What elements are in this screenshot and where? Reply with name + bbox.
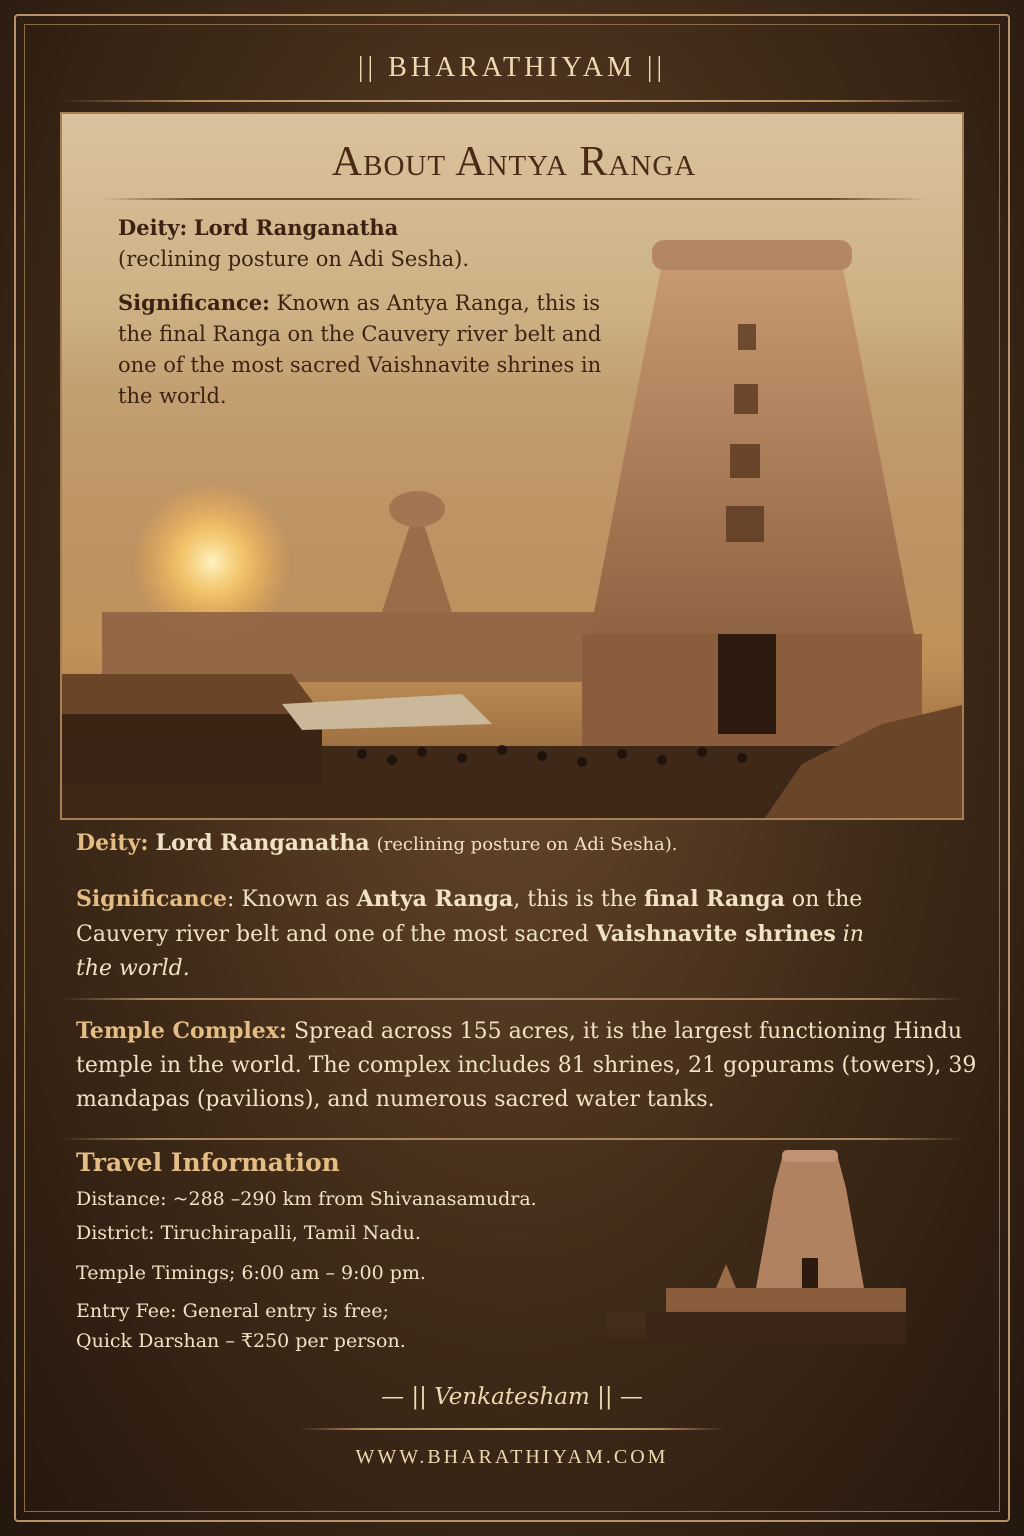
section-divider-2: [60, 1138, 964, 1140]
footer-divider: [300, 1428, 724, 1430]
travel-district: District: Tiruchirapalli, Tamil Nadu.: [76, 1222, 421, 1244]
card-significance-text: Known as Antya Ranga, this is the final Ranga on the Cauvery river belt and one of the most sacred Vaishnavite shrines in the world.: [118, 291, 602, 408]
travel-distance: Distance: ~288 –290 km from Shivanasamudra.: [76, 1188, 537, 1210]
travel-fee-line-2: Quick Darshan – ₹250 per person.: [76, 1330, 406, 1352]
temple-complex-paragraph: [76, 1014, 992, 1117]
card-heading: About Antya Ranga: [331, 139, 697, 185]
deity-value: Lord Ranganatha: [155, 830, 370, 856]
brand-divider: [60, 100, 964, 102]
travel-fee-line-1: Entry Fee: General entry is free;: [76, 1300, 389, 1322]
complex-text: Spread across 155 acres, it is the largest functioning Hindu temple in the world. The complex includes 81 shrines, 21 gopurams (towers), 39 mandapas (pavilions), and numerous sacred water tanks.: [76, 1019, 977, 1112]
significance-text-2: , this is the: [513, 887, 644, 912]
travel-timings: Temple Timings; 6:00 am – 9:00 pm.: [76, 1262, 426, 1284]
deity-line: [76, 826, 976, 862]
website-url[interactable]: WWW.BHARATHIYAM.COM: [355, 1446, 669, 1468]
card-intro: [118, 212, 618, 424]
signature-line: — || Venkatesham || —: [381, 1384, 643, 1410]
significance-paragraph: [76, 882, 896, 986]
card-deity-label: Deity:: [118, 215, 188, 240]
temple-thumbnail-illustration: [606, 1148, 906, 1344]
significance-bold-1: Antya Ranga: [356, 886, 514, 912]
complex-label: Temple Complex:: [76, 1018, 287, 1044]
brand-title: || BHARATHIYAM ||: [357, 52, 667, 83]
card-deity-posture: (reclining posture on Adi Sesha).: [118, 247, 470, 271]
significance-text-4: in the world.: [76, 922, 864, 981]
gopuram-tower-icon: [582, 240, 922, 754]
significance-bold-3: Vaishnavite shrines: [595, 921, 836, 947]
hero-card: [60, 112, 964, 820]
significance-text-3: on the Cauvery river belt and one of the most sacred: [76, 887, 863, 947]
significance-label: Significance: [76, 886, 228, 912]
card-significance-label: Significance:: [118, 290, 270, 315]
significance-text-1: : Known as: [227, 887, 357, 912]
card-deity-value: Lord Ranganatha: [193, 215, 399, 240]
travel-title: Travel Information: [76, 1148, 340, 1177]
deity-posture: (reclining posture on Adi Sesha).: [376, 834, 678, 855]
heading-divider: [102, 198, 926, 200]
section-divider-1: [60, 998, 964, 1000]
deity-label: Deity:: [76, 830, 149, 856]
significance-bold-2: final Ranga: [643, 886, 785, 912]
